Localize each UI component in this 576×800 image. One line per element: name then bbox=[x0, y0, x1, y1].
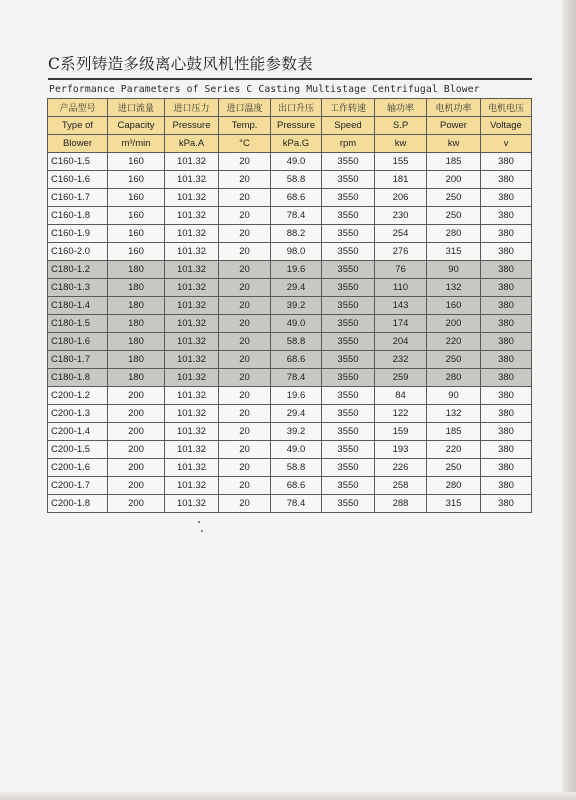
table-row bbox=[48, 189, 532, 207]
cell-capacity: 200 bbox=[108, 405, 165, 423]
cell-voltage: 380 bbox=[481, 297, 532, 315]
table-row bbox=[48, 369, 532, 387]
table-row bbox=[48, 315, 532, 333]
header-cn-motor-power: 电机功率 bbox=[427, 99, 481, 117]
cell-inlet-pressure: 101.32 bbox=[165, 423, 219, 441]
page-title-chinese: C系列铸造多级离心鼓风机性能参数表 bbox=[48, 55, 313, 73]
cell-outlet-pressure: 58.8 bbox=[271, 171, 322, 189]
cell-shaft-power: 288 bbox=[375, 495, 427, 513]
cell-capacity: 160 bbox=[108, 207, 165, 225]
cell-shaft-power: 174 bbox=[375, 315, 427, 333]
cell-temp: 20 bbox=[219, 423, 271, 441]
cell-voltage: 380 bbox=[481, 171, 532, 189]
cell-speed: 3550 bbox=[322, 189, 375, 207]
cell-voltage: 380 bbox=[481, 261, 532, 279]
cell-capacity: 200 bbox=[108, 459, 165, 477]
header-en-voltage: Voltage bbox=[481, 117, 532, 135]
cell-motor-power: 250 bbox=[427, 459, 481, 477]
cell-model: C160-1.7 bbox=[48, 189, 108, 207]
cell-model: C200-1.6 bbox=[48, 459, 108, 477]
header-cn-model: 产品型号 bbox=[48, 99, 108, 117]
cell-speed: 3550 bbox=[322, 261, 375, 279]
cell-capacity: 200 bbox=[108, 477, 165, 495]
header-row-chinese bbox=[48, 99, 532, 117]
cell-shaft-power: 193 bbox=[375, 441, 427, 459]
cell-motor-power: 132 bbox=[427, 405, 481, 423]
cell-motor-power: 220 bbox=[427, 441, 481, 459]
cell-voltage: 380 bbox=[481, 207, 532, 225]
scan-speck bbox=[201, 530, 203, 532]
cell-outlet-pressure: 58.8 bbox=[271, 459, 322, 477]
page-edge-shadow bbox=[562, 0, 576, 800]
cell-inlet-pressure: 101.32 bbox=[165, 495, 219, 513]
cell-outlet-pressure: 39.2 bbox=[271, 423, 322, 441]
cell-speed: 3550 bbox=[322, 405, 375, 423]
cell-inlet-pressure: 101.32 bbox=[165, 333, 219, 351]
cell-inlet-pressure: 101.32 bbox=[165, 261, 219, 279]
cell-motor-power: 315 bbox=[427, 495, 481, 513]
cell-temp: 20 bbox=[219, 477, 271, 495]
cell-speed: 3550 bbox=[322, 477, 375, 495]
header-unit-inlet-pressure: kPa.A bbox=[165, 135, 219, 153]
cell-speed: 3550 bbox=[322, 423, 375, 441]
cell-speed: 3550 bbox=[322, 369, 375, 387]
cell-model: C180-1.4 bbox=[48, 297, 108, 315]
header-cn-speed: 工作转速 bbox=[322, 99, 375, 117]
table-row bbox=[48, 279, 532, 297]
cell-model: C200-1.2 bbox=[48, 387, 108, 405]
table-row bbox=[48, 441, 532, 459]
cell-speed: 3550 bbox=[322, 459, 375, 477]
cell-inlet-pressure: 101.32 bbox=[165, 171, 219, 189]
cell-shaft-power: 122 bbox=[375, 405, 427, 423]
cell-motor-power: 315 bbox=[427, 243, 481, 261]
cell-capacity: 180 bbox=[108, 315, 165, 333]
cell-outlet-pressure: 49.0 bbox=[271, 441, 322, 459]
cell-model: C200-1.3 bbox=[48, 405, 108, 423]
cell-shaft-power: 155 bbox=[375, 153, 427, 171]
cell-voltage: 380 bbox=[481, 225, 532, 243]
cell-motor-power: 90 bbox=[427, 261, 481, 279]
cell-outlet-pressure: 29.4 bbox=[271, 279, 322, 297]
cell-motor-power: 250 bbox=[427, 189, 481, 207]
cell-model: C180-1.7 bbox=[48, 351, 108, 369]
cell-motor-power: 132 bbox=[427, 279, 481, 297]
cell-inlet-pressure: 101.32 bbox=[165, 369, 219, 387]
cell-temp: 20 bbox=[219, 171, 271, 189]
cell-temp: 20 bbox=[219, 369, 271, 387]
cell-shaft-power: 258 bbox=[375, 477, 427, 495]
performance-table bbox=[47, 98, 532, 513]
cell-inlet-pressure: 101.32 bbox=[165, 405, 219, 423]
cell-speed: 3550 bbox=[322, 153, 375, 171]
header-unit-temp: °C bbox=[219, 135, 271, 153]
cell-voltage: 380 bbox=[481, 495, 532, 513]
cell-inlet-pressure: 101.32 bbox=[165, 459, 219, 477]
cell-outlet-pressure: 58.8 bbox=[271, 333, 322, 351]
table-row bbox=[48, 225, 532, 243]
cell-temp: 20 bbox=[219, 207, 271, 225]
cell-outlet-pressure: 78.4 bbox=[271, 369, 322, 387]
cell-temp: 20 bbox=[219, 405, 271, 423]
cell-shaft-power: 204 bbox=[375, 333, 427, 351]
cell-shaft-power: 143 bbox=[375, 297, 427, 315]
cell-voltage: 380 bbox=[481, 477, 532, 495]
cell-inlet-pressure: 101.32 bbox=[165, 189, 219, 207]
cell-capacity: 160 bbox=[108, 189, 165, 207]
table-row bbox=[48, 477, 532, 495]
cell-inlet-pressure: 101.32 bbox=[165, 225, 219, 243]
cell-motor-power: 185 bbox=[427, 423, 481, 441]
table-row bbox=[48, 261, 532, 279]
cell-motor-power: 90 bbox=[427, 387, 481, 405]
cell-inlet-pressure: 101.32 bbox=[165, 441, 219, 459]
header-cn-inlet-pressure: 进口压力 bbox=[165, 99, 219, 117]
cell-motor-power: 160 bbox=[427, 297, 481, 315]
header-cn-temp: 进口温度 bbox=[219, 99, 271, 117]
cell-temp: 20 bbox=[219, 387, 271, 405]
cell-shaft-power: 254 bbox=[375, 225, 427, 243]
header-en-speed: Speed bbox=[322, 117, 375, 135]
cell-shaft-power: 110 bbox=[375, 279, 427, 297]
cell-motor-power: 250 bbox=[427, 207, 481, 225]
table-row bbox=[48, 171, 532, 189]
table-row bbox=[48, 351, 532, 369]
cell-voltage: 380 bbox=[481, 315, 532, 333]
cell-speed: 3550 bbox=[322, 243, 375, 261]
cell-model: C160-1.6 bbox=[48, 171, 108, 189]
table-row bbox=[48, 459, 532, 477]
table-row bbox=[48, 387, 532, 405]
cell-motor-power: 220 bbox=[427, 333, 481, 351]
cell-capacity: 160 bbox=[108, 171, 165, 189]
cell-capacity: 200 bbox=[108, 495, 165, 513]
header-unit-voltage: v bbox=[481, 135, 532, 153]
cell-capacity: 180 bbox=[108, 279, 165, 297]
cell-inlet-pressure: 101.32 bbox=[165, 243, 219, 261]
cell-temp: 20 bbox=[219, 243, 271, 261]
cell-shaft-power: 84 bbox=[375, 387, 427, 405]
cell-model: C180-1.2 bbox=[48, 261, 108, 279]
cell-speed: 3550 bbox=[322, 387, 375, 405]
cell-inlet-pressure: 101.32 bbox=[165, 297, 219, 315]
cell-motor-power: 185 bbox=[427, 153, 481, 171]
cell-capacity: 180 bbox=[108, 351, 165, 369]
cell-model: C160-1.5 bbox=[48, 153, 108, 171]
cell-temp: 20 bbox=[219, 459, 271, 477]
cell-model: C180-1.6 bbox=[48, 333, 108, 351]
cell-outlet-pressure: 78.4 bbox=[271, 495, 322, 513]
table-row bbox=[48, 333, 532, 351]
cell-voltage: 380 bbox=[481, 189, 532, 207]
cell-shaft-power: 206 bbox=[375, 189, 427, 207]
cell-speed: 3550 bbox=[322, 279, 375, 297]
cell-voltage: 380 bbox=[481, 243, 532, 261]
cell-capacity: 160 bbox=[108, 153, 165, 171]
header-cn-outlet-pressure: 出口升压 bbox=[271, 99, 322, 117]
cell-inlet-pressure: 101.32 bbox=[165, 279, 219, 297]
cell-model: C180-1.5 bbox=[48, 315, 108, 333]
header-en-inlet-pressure: Pressure bbox=[165, 117, 219, 135]
title-divider bbox=[48, 78, 532, 80]
page-bottom-shadow bbox=[0, 792, 576, 800]
table-row bbox=[48, 423, 532, 441]
cell-capacity: 180 bbox=[108, 261, 165, 279]
cell-voltage: 380 bbox=[481, 405, 532, 423]
cell-voltage: 380 bbox=[481, 333, 532, 351]
cell-voltage: 380 bbox=[481, 441, 532, 459]
cell-capacity: 180 bbox=[108, 297, 165, 315]
cell-shaft-power: 276 bbox=[375, 243, 427, 261]
cell-speed: 3550 bbox=[322, 207, 375, 225]
header-unit-capacity: m³/min bbox=[108, 135, 165, 153]
cell-shaft-power: 226 bbox=[375, 459, 427, 477]
cell-inlet-pressure: 101.32 bbox=[165, 315, 219, 333]
scan-speck bbox=[198, 521, 200, 523]
cell-voltage: 380 bbox=[481, 459, 532, 477]
cell-capacity: 160 bbox=[108, 243, 165, 261]
cell-temp: 20 bbox=[219, 333, 271, 351]
cell-outlet-pressure: 68.6 bbox=[271, 351, 322, 369]
cell-model: C200-1.5 bbox=[48, 441, 108, 459]
header-unit-motor-power: kw bbox=[427, 135, 481, 153]
cell-inlet-pressure: 101.32 bbox=[165, 477, 219, 495]
header-cn-voltage: 电机电压 bbox=[481, 99, 532, 117]
cell-capacity: 200 bbox=[108, 387, 165, 405]
cell-model: C180-1.3 bbox=[48, 279, 108, 297]
cell-speed: 3550 bbox=[322, 441, 375, 459]
cell-outlet-pressure: 49.0 bbox=[271, 153, 322, 171]
cell-inlet-pressure: 101.32 bbox=[165, 351, 219, 369]
header-en-model: Type of bbox=[48, 117, 108, 135]
cell-speed: 3550 bbox=[322, 171, 375, 189]
cell-inlet-pressure: 101.32 bbox=[165, 387, 219, 405]
cell-model: C160-2.0 bbox=[48, 243, 108, 261]
cell-outlet-pressure: 29.4 bbox=[271, 405, 322, 423]
cell-temp: 20 bbox=[219, 351, 271, 369]
header-cn-shaft-power: 轴功率 bbox=[375, 99, 427, 117]
cell-temp: 20 bbox=[219, 261, 271, 279]
cell-outlet-pressure: 19.6 bbox=[271, 261, 322, 279]
header-unit-model: Blower bbox=[48, 135, 108, 153]
cell-model: C160-1.9 bbox=[48, 225, 108, 243]
header-en-capacity: Capacity bbox=[108, 117, 165, 135]
cell-outlet-pressure: 68.6 bbox=[271, 189, 322, 207]
table-row bbox=[48, 297, 532, 315]
table-row bbox=[48, 495, 532, 513]
cell-voltage: 380 bbox=[481, 369, 532, 387]
table-row bbox=[48, 405, 532, 423]
cell-temp: 20 bbox=[219, 189, 271, 207]
header-en-outlet-pressure: Pressure bbox=[271, 117, 322, 135]
cell-speed: 3550 bbox=[322, 225, 375, 243]
cell-outlet-pressure: 39.2 bbox=[271, 297, 322, 315]
cell-shaft-power: 159 bbox=[375, 423, 427, 441]
cell-voltage: 380 bbox=[481, 279, 532, 297]
header-row-english bbox=[48, 117, 532, 135]
cell-voltage: 380 bbox=[481, 351, 532, 369]
cell-speed: 3550 bbox=[322, 315, 375, 333]
cell-speed: 3550 bbox=[322, 495, 375, 513]
cell-shaft-power: 181 bbox=[375, 171, 427, 189]
table-row bbox=[48, 243, 532, 261]
header-cn-capacity: 进口流量 bbox=[108, 99, 165, 117]
cell-motor-power: 200 bbox=[427, 315, 481, 333]
cell-capacity: 160 bbox=[108, 225, 165, 243]
cell-model: C180-1.8 bbox=[48, 369, 108, 387]
cell-temp: 20 bbox=[219, 315, 271, 333]
cell-temp: 20 bbox=[219, 297, 271, 315]
cell-outlet-pressure: 49.0 bbox=[271, 315, 322, 333]
cell-motor-power: 250 bbox=[427, 351, 481, 369]
header-en-motor-power: Power bbox=[427, 117, 481, 135]
cell-speed: 3550 bbox=[322, 297, 375, 315]
cell-speed: 3550 bbox=[322, 333, 375, 351]
cell-voltage: 380 bbox=[481, 387, 532, 405]
cell-motor-power: 280 bbox=[427, 477, 481, 495]
cell-temp: 20 bbox=[219, 441, 271, 459]
page-title-english: Performance Parameters of Series C Casting Multistage Centrifugal Blower bbox=[49, 84, 480, 95]
cell-voltage: 380 bbox=[481, 423, 532, 441]
cell-outlet-pressure: 98.0 bbox=[271, 243, 322, 261]
cell-outlet-pressure: 78.4 bbox=[271, 207, 322, 225]
cell-shaft-power: 259 bbox=[375, 369, 427, 387]
cell-shaft-power: 76 bbox=[375, 261, 427, 279]
cell-motor-power: 280 bbox=[427, 369, 481, 387]
table-row bbox=[48, 207, 532, 225]
cell-temp: 20 bbox=[219, 153, 271, 171]
header-row-units bbox=[48, 135, 532, 153]
cell-model: C200-1.7 bbox=[48, 477, 108, 495]
cell-shaft-power: 230 bbox=[375, 207, 427, 225]
cell-motor-power: 280 bbox=[427, 225, 481, 243]
header-en-shaft-power: S.P bbox=[375, 117, 427, 135]
cell-voltage: 380 bbox=[481, 153, 532, 171]
cell-outlet-pressure: 88.2 bbox=[271, 225, 322, 243]
cell-capacity: 200 bbox=[108, 423, 165, 441]
cell-outlet-pressure: 19.6 bbox=[271, 387, 322, 405]
cell-model: C160-1.8 bbox=[48, 207, 108, 225]
header-unit-outlet-pressure: kPa.G bbox=[271, 135, 322, 153]
cell-temp: 20 bbox=[219, 225, 271, 243]
cell-capacity: 200 bbox=[108, 441, 165, 459]
cell-motor-power: 200 bbox=[427, 171, 481, 189]
header-unit-speed: rpm bbox=[322, 135, 375, 153]
cell-model: C200-1.8 bbox=[48, 495, 108, 513]
table-row bbox=[48, 153, 532, 171]
cell-model: C200-1.4 bbox=[48, 423, 108, 441]
header-unit-shaft-power: kw bbox=[375, 135, 427, 153]
cell-temp: 20 bbox=[219, 279, 271, 297]
header-en-temp: Temp. bbox=[219, 117, 271, 135]
cell-outlet-pressure: 68.6 bbox=[271, 477, 322, 495]
cell-temp: 20 bbox=[219, 495, 271, 513]
cell-capacity: 180 bbox=[108, 333, 165, 351]
cell-inlet-pressure: 101.32 bbox=[165, 153, 219, 171]
cell-inlet-pressure: 101.32 bbox=[165, 207, 219, 225]
cell-capacity: 180 bbox=[108, 369, 165, 387]
cell-speed: 3550 bbox=[322, 351, 375, 369]
cell-shaft-power: 232 bbox=[375, 351, 427, 369]
